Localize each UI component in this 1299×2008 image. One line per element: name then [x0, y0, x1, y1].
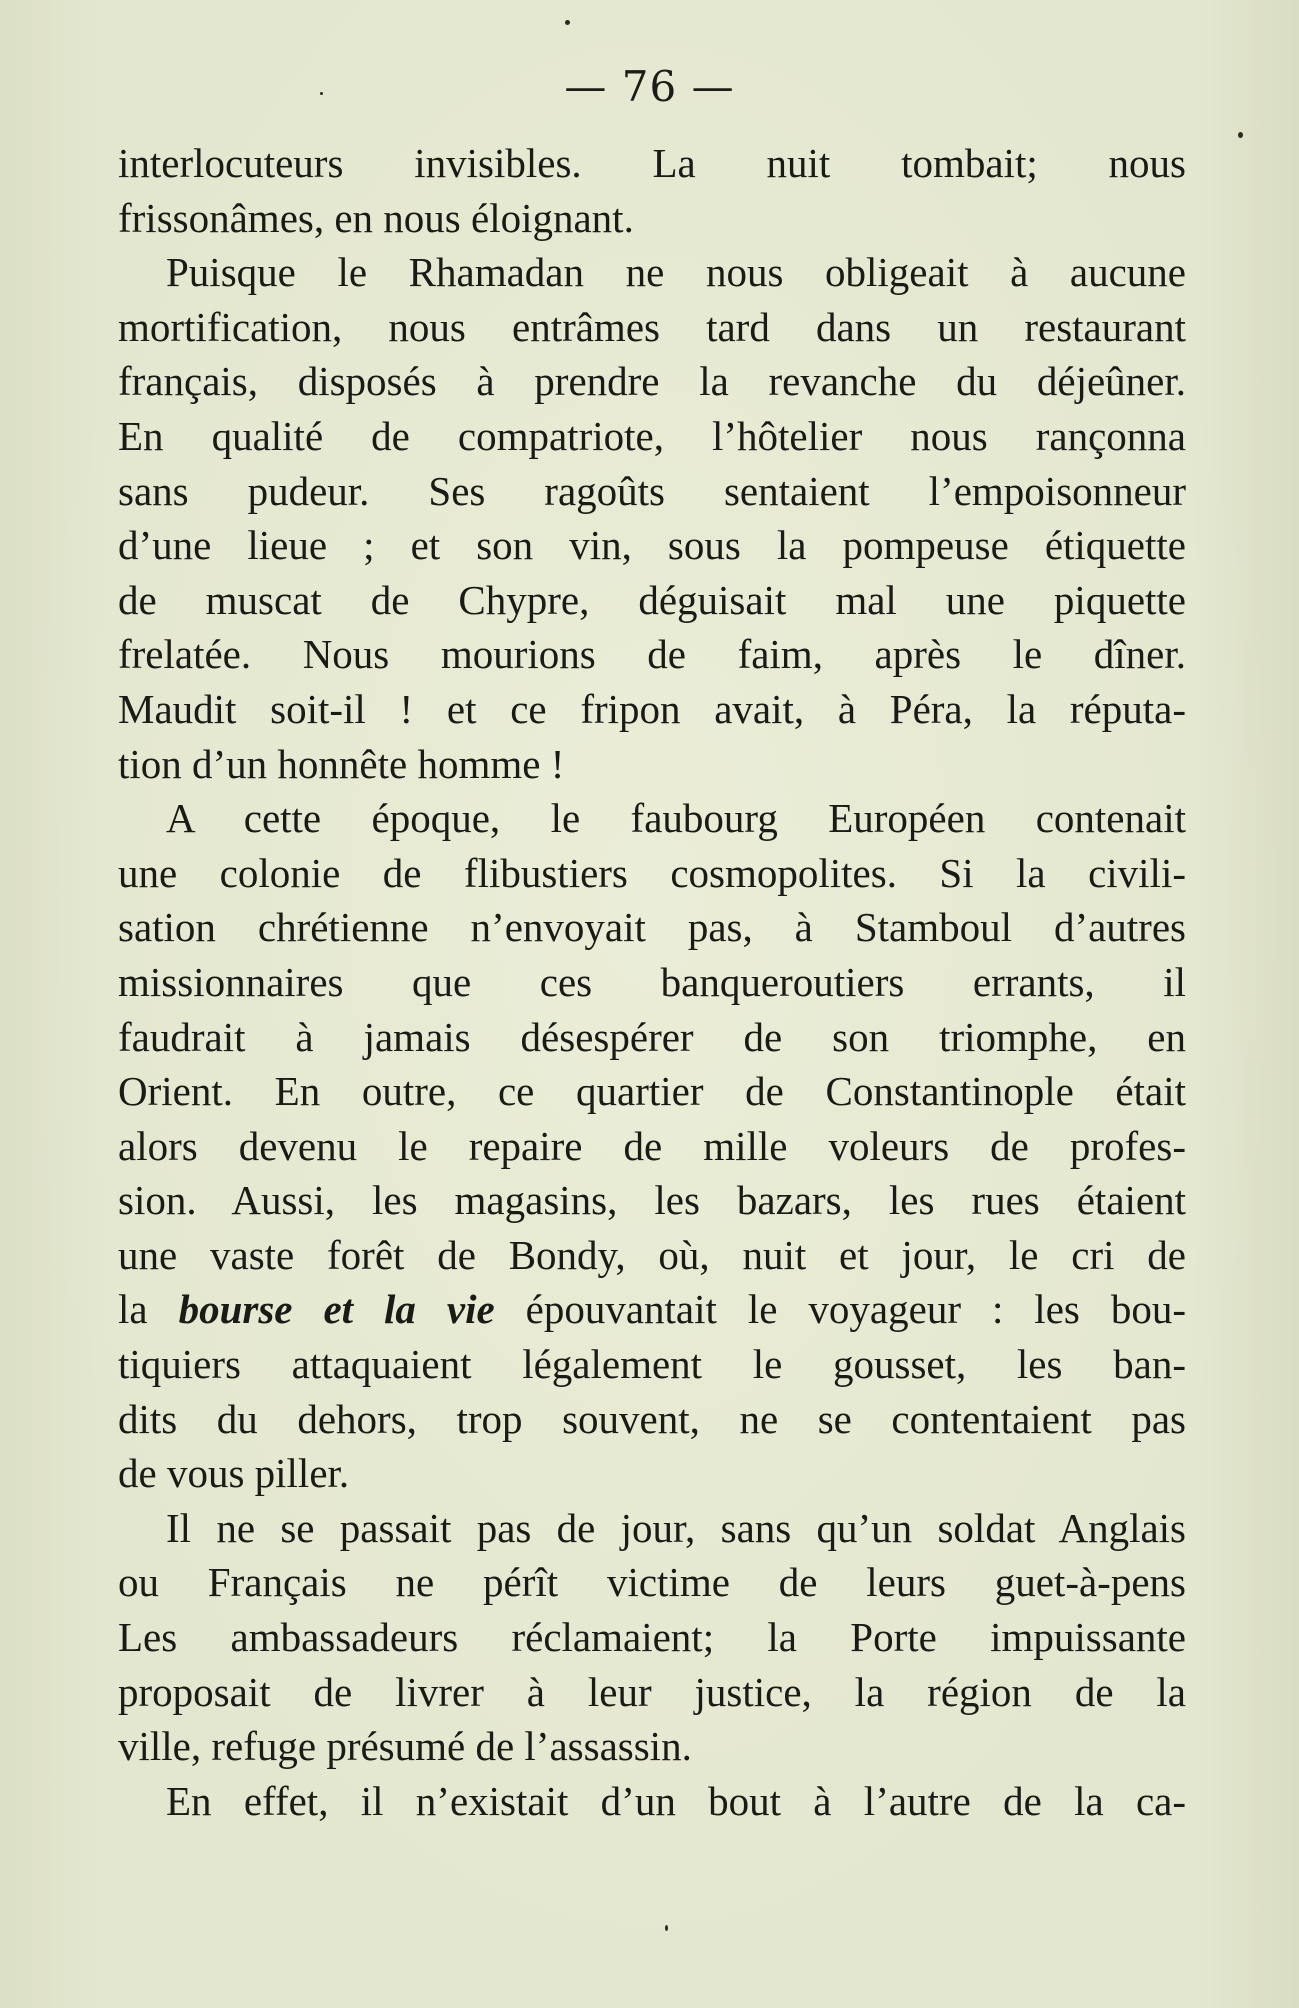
text-line: proposait de livrer à leur justice, la région de la: [118, 1668, 1186, 1715]
text-line: ville, refuge présumé de l’assassin.: [118, 1723, 692, 1770]
print-speck: [565, 20, 570, 25]
text-line: frissonâmes, en nous éloignant.: [118, 194, 634, 241]
text-line: interlocuteurs invisibles. La nuit tombait; nous: [118, 140, 1186, 186]
text-line: Maudit soit-il ! et ce fripon avait, à Péra, la réputa-: [118, 685, 1186, 732]
text-line: frelatée. Nous mourions de faim, après le dîner.: [118, 631, 1186, 678]
italic-phrase: bourse et la vie: [178, 1286, 495, 1333]
text-line: mortification, nous entrâmes tard dans un restaurant: [118, 303, 1186, 350]
text-line: A cette époque, le faubourg Européen contenait: [166, 795, 1186, 842]
text-line: une vaste forêt de Bondy, où, nuit et jour, le cri de: [118, 1231, 1186, 1278]
print-speck: [1238, 132, 1243, 138]
text-line: missionnaires que ces banqueroutiers errants, il: [118, 958, 1186, 1005]
text-line: Puisque le Rhamadan ne nous obligeait à aucune: [166, 249, 1186, 296]
text-line: une colonie de flibustiers cosmopolites. Si la civili-: [118, 849, 1186, 896]
text-line: Il ne se passait pas de jour, sans qu’un soldat Anglais: [166, 1504, 1186, 1551]
text-line: sion. Aussi, les magasins, les bazars, les rues étaient: [118, 1177, 1186, 1224]
text-line: En effet, il n’existait d’un bout à l’autre de la ca-: [166, 1777, 1186, 1824]
text-line: de muscat de Chypre, déguisait mal une piquette: [118, 576, 1186, 623]
text-line: Les ambassadeurs réclamaient; la Porte impuissante: [118, 1614, 1186, 1661]
text-line: tion d’un honnête homme !: [118, 740, 565, 787]
text-line: français, disposés à prendre la revanche du déjeûner.: [118, 358, 1186, 405]
text-line: Orient. En outre, ce quartier de Constantinople était: [118, 1068, 1186, 1115]
print-speck: [320, 92, 323, 95]
text-segment: épouvantait le voyageur : les bou-: [494, 1286, 1186, 1333]
text-line: faudrait à jamais désespérer de son triomphe, en: [118, 1013, 1186, 1060]
text-segment: la: [118, 1286, 179, 1333]
text-line: sation chrétienne n’envoyait pas, à Stamboul d’autres: [118, 904, 1186, 951]
text-line: tiquiers attaquaient légalement le gousset, les ban-: [118, 1341, 1186, 1388]
text-line: En qualité de compatriote, l’hôtelier nous rançonna: [118, 412, 1186, 459]
print-speck: [665, 1925, 668, 1931]
text-line: dits du dehors, trop souvent, ne se contentaient pas: [118, 1395, 1186, 1442]
text-line: ou Français ne pérît victime de leurs guet-à-pens: [118, 1559, 1186, 1606]
text-line: de vous piller.: [118, 1450, 350, 1497]
page-number: — 76 —: [564, 62, 735, 111]
text-line: sans pudeur. Ses ragoûts sentaient l’empoisonneur: [118, 467, 1186, 514]
text-line: [118, 1282, 1186, 1337]
text-line: alors devenu le repaire de mille voleurs de profes-: [118, 1122, 1186, 1169]
body-text: [118, 136, 1186, 1828]
text-line: d’une lieue ; et son vin, sous la pompeuse étiquette: [118, 522, 1186, 569]
